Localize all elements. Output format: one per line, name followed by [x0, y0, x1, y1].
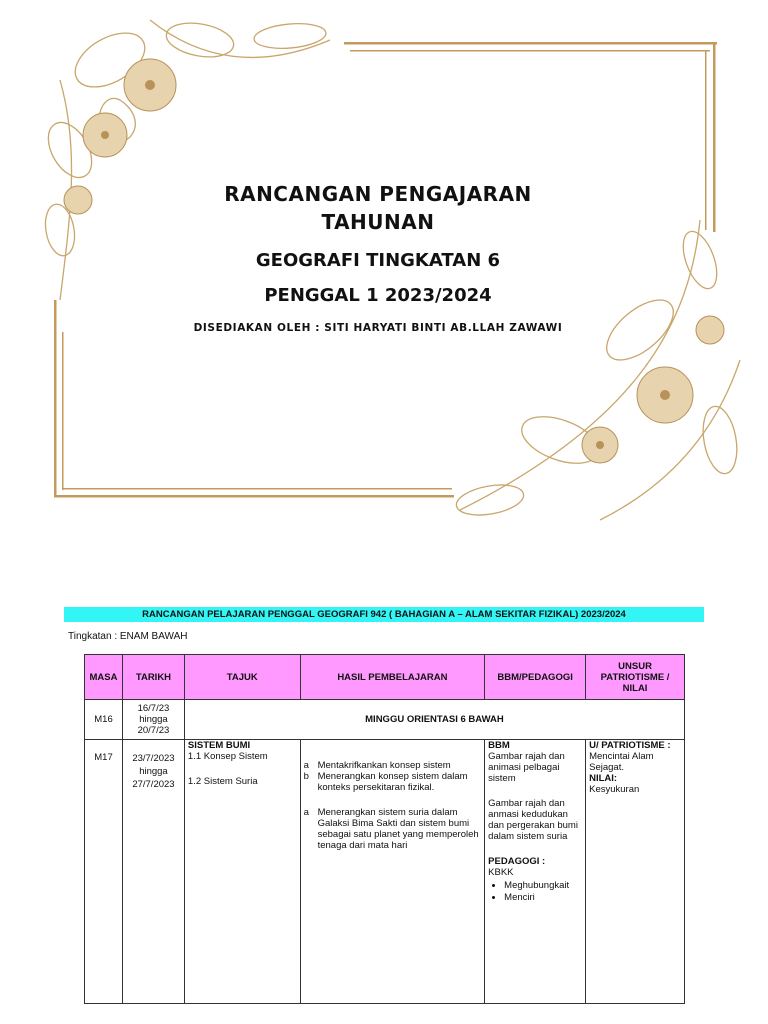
tajuk-item-1: 1.1 Konsep Sistem	[187, 751, 268, 762]
cover-subject: GEOGRAFI TINGKATAN 6	[255, 250, 501, 271]
plan-banner: RANCANGAN PELAJARAN PENGGAL GEOGRAFI 942 ( BAHAGIAN A – ALAM SEKITAR FIZIKAL) 2023/2024	[64, 607, 704, 622]
row2-tarikh-start: 23/7/2023	[132, 753, 175, 764]
tajuk-item-2: 1.2 Sistem Suria	[187, 776, 258, 787]
row2-masa-text: M17	[94, 752, 113, 763]
pedagogi-heading: PEDAGOGI :	[488, 856, 546, 867]
row1-tarikh-end: 20/7/23	[137, 725, 170, 736]
bbm-item-1: Gambar rajah dan animasi pelbagai sistem	[488, 751, 565, 784]
table-header-row	[85, 655, 685, 700]
table-row	[85, 700, 685, 740]
hasil-marker: a	[303, 760, 309, 771]
row2-tarikh-end: 27/7/2023	[132, 779, 175, 790]
row2-tarikh-mid: hingga	[139, 766, 168, 777]
hasil-text: Mentakrifkankan konsep sistem	[317, 760, 451, 771]
cover-title-block	[150, 180, 606, 334]
nilai-heading: NILAI:	[589, 773, 618, 784]
pedagogi-list	[488, 880, 582, 903]
bbm-heading: BBM	[488, 740, 510, 751]
tajuk-heading: SISTEM BUMI	[187, 740, 251, 751]
nilai-item-1: Kesyukuran	[589, 784, 640, 795]
cover-term: PENGGAL 1 2023/2024	[264, 285, 492, 306]
cover-title-line2: TAHUNAN	[321, 210, 435, 234]
cover-title-line1: RANCANGAN PENGAJARAN	[224, 182, 532, 206]
tingkatan-label: Tingkatan : ENAM BAWAH	[68, 631, 188, 642]
header-masa: MASA	[85, 655, 123, 700]
row2-tarikh	[122, 740, 184, 1004]
row1-tarikh-mid: hingga	[139, 714, 168, 725]
list-item	[304, 771, 482, 793]
row1-tarikh	[122, 700, 184, 740]
row1-orientation: MINGGU ORIENTASI 6 BAWAH	[184, 700, 684, 740]
hasil-text: Menerangkan konsep sistem dalam konteks persekitaran fizikal.	[317, 771, 468, 793]
list-item: • Meghubungkait	[504, 880, 582, 891]
unsur-item-1: Mencintai Alam Sejagat.	[589, 751, 654, 773]
row2-bbm	[485, 740, 586, 1004]
cover-prepared-by: DISEDIAKAN OLEH : SITI HARYATI BINTI AB.LLAH ZAWAWI	[193, 322, 563, 334]
row2-unsur	[586, 740, 685, 1004]
list-item	[304, 807, 482, 851]
row2-masa	[85, 740, 123, 1004]
row2-tajuk	[184, 740, 300, 1004]
row2-hasil	[300, 740, 485, 1004]
unsur-heading: U/ PATRIOTISME :	[589, 740, 671, 751]
header-hasil: HASIL PEMBELAJARAN	[300, 655, 485, 700]
header-tarikh: TARIKH	[122, 655, 184, 700]
list-item	[304, 760, 482, 771]
bbm-item-2: Gambar rajah dan anmasi kedudukan dan pergerakan bumi dalam sistem suria	[488, 798, 578, 842]
table-row	[85, 740, 685, 1004]
header-tajuk: TAJUK	[184, 655, 300, 700]
header-bbm: BBM/PEDAGOGI	[485, 655, 586, 700]
hasil-marker: b	[303, 771, 309, 782]
list-item: • Menciri	[504, 892, 582, 903]
hasil-text: Menerangkan sistem suria dalam Galaksi Bima Sakti dan sistem bumi sebagai satu planet yang memperoleh tenaga dari mata hari	[317, 807, 479, 851]
row1-masa: M16	[85, 700, 123, 740]
lesson-plan-table	[84, 654, 685, 1004]
hasil-list	[304, 760, 482, 851]
pedagogi-item-1: KBKK	[488, 867, 514, 878]
header-unsur: UNSUR PATRIOTISME / NILAI	[586, 655, 685, 700]
hasil-marker: a	[303, 807, 309, 818]
row1-tarikh-start: 16/7/23	[137, 703, 170, 714]
